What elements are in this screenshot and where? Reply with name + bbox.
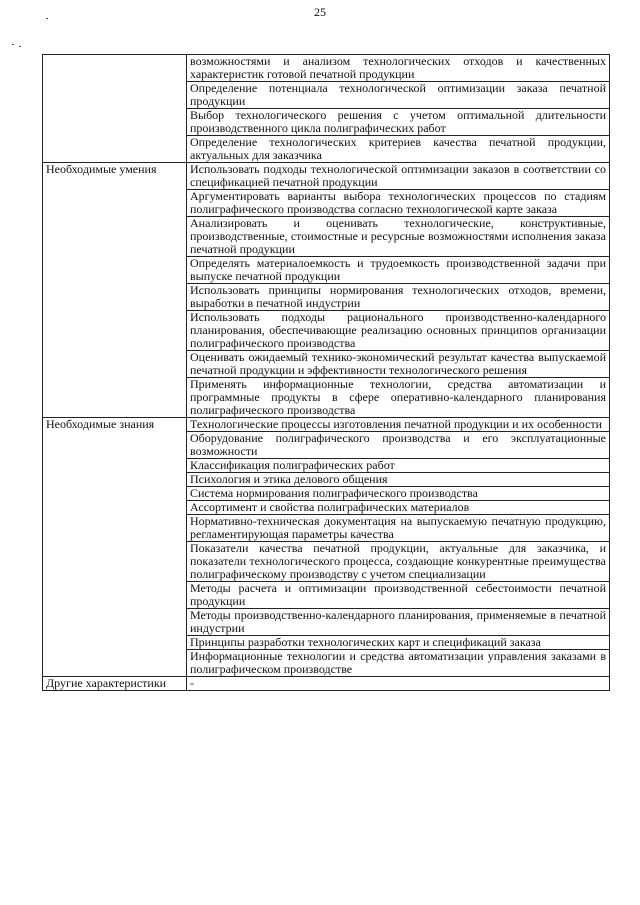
row-text: Оборудование полиграфического производства и его эксплуатационные возможности [187,432,610,459]
row-text: Методы производственно-календарного планирования, применяемые в печатной индустрии [187,609,610,636]
row-text: Показатели качества печатной продукции, актуальные для заказчика, и показатели технологического процесса, создающие конкурентные преимущества полиграфическому производству с учетом специализации [187,542,610,582]
row-text: Использовать подходы рационального производственно-календарного планирования, обеспечивающие реализацию основных принципов организации полиграфического производства [187,311,610,351]
row-text: Система нормирования полиграфического производства [187,487,610,501]
row-text: Психология и этика делового общения [187,473,610,487]
row-text: Ассортимент и свойства полиграфических материалов [187,501,610,515]
row-text: Определять материалоемкость и трудоемкость производственной задачи при выпуске печатной продукции [187,257,610,284]
row-text: Определение потенциала технологической оптимизации заказа печатной продукции [187,82,610,109]
row-text: Классификация полиграфических работ [187,459,610,473]
row-text: Принципы разработки технологических карт и спецификаций заказа [187,636,610,650]
row-label-knowledge: Необходимые знания [43,418,187,677]
row-label-skills: Необходимые умения [43,163,187,418]
page-number: 25 [314,5,326,19]
table-row [43,418,610,432]
row-label-other: Другие характеристики [43,677,187,691]
row-text: Оценивать ожидаемый технико-экономический результат качества выпускаемой печатной продукции и эффективности технологического решения [187,351,610,378]
scan-speck [46,18,48,19]
row-text: Информационные технологии и средства автоматизации управления заказами в полиграфическом производстве [187,650,610,677]
row-text: Применять информационные технологии, средства автоматизации и программные продукты в сфере оперативно-календарного планирования полиграфического производства [187,378,610,418]
row-text: Выбор технологического решения с учетом оптимальной длительности производственного цикла полиграфических работ [187,109,610,136]
row-text: Аргументировать варианты выбора технологических процессов по стадиям полиграфического производства согласно технологической карте заказа [187,190,610,217]
row-text: Нормативно-техническая документация на выпускаемую печатную продукцию, регламентирующая параметры качества [187,515,610,542]
row-text: Анализировать и оценивать технологические, конструктивные, производственные, стоимостные и ресурсные возможностями исполнения заказа печатной продукции [187,217,610,257]
row-text: Технологические процессы изготовления печатной продукции и их особенности [187,418,610,432]
table-row [43,677,610,691]
row-label [43,55,187,163]
scan-speck [19,46,21,47]
row-text: Методы расчета и оптимизации производственной себестоимости печатной продукции [187,582,610,609]
scan-speck [12,44,14,45]
row-text: Использовать подходы технологической оптимизации заказов в соответствии со спецификацией печатной продукции [187,163,610,190]
table-row [43,55,610,82]
row-text: Использовать принципы нормирования технологических отходов, времени, выработки в печатной индустрии [187,284,610,311]
table-row [43,163,610,190]
row-text: возможностями и анализом технологических отходов и качественных характеристик готовой печатной продукции [187,55,610,82]
characteristics-table [42,54,610,691]
row-text: - [187,677,610,691]
row-text: Определение технологических критериев качества печатной продукции, актуальных для заказчика [187,136,610,163]
